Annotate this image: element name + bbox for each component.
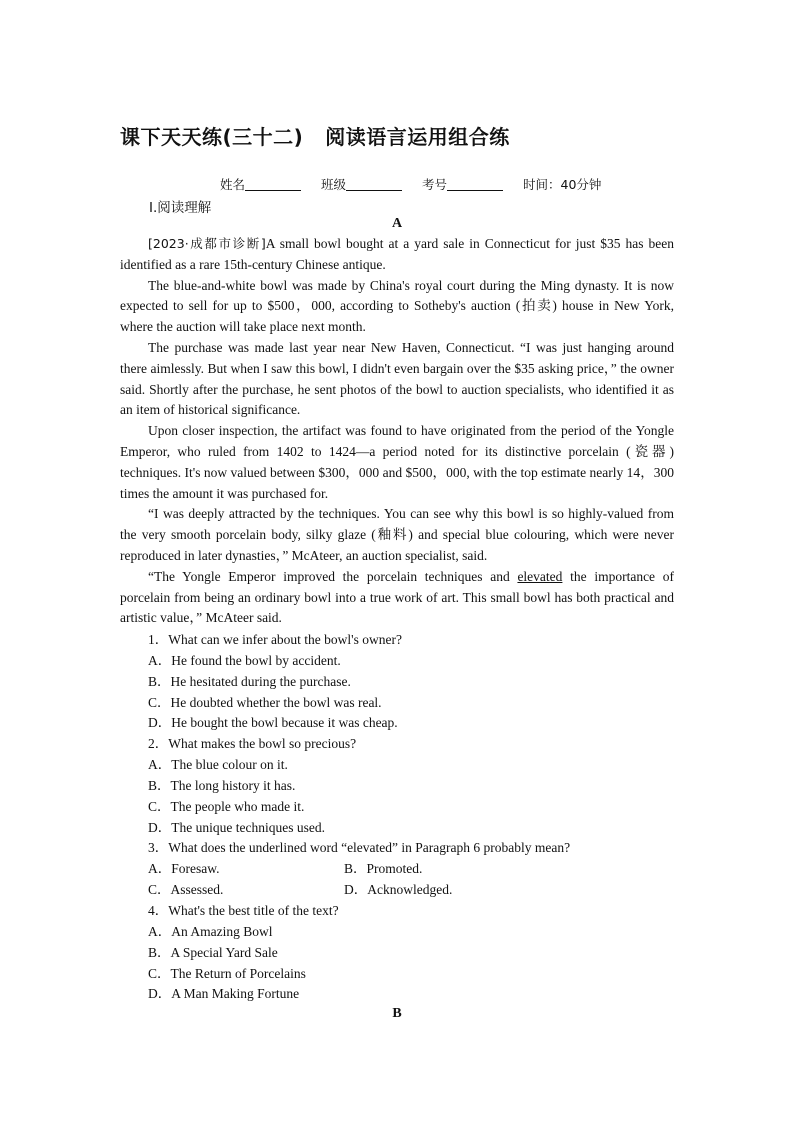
underlined-word: elevated: [517, 568, 563, 584]
option-row: [148, 880, 674, 901]
question-stem: 1．What can we infer about the bowl's owner?: [148, 632, 402, 647]
question-stem: 2．What makes the bowl so precious?: [148, 736, 357, 752]
name-label: 姓名: [220, 177, 246, 192]
title-topic: 阅读语言运用组合练: [325, 125, 510, 149]
option-d[interactable]: D．He bought the bowl because it was cheap.: [148, 715, 398, 731]
option-a[interactable]: A．He found the bowl by accident.: [148, 652, 341, 668]
option-d[interactable]: D．The unique techniques used.: [148, 819, 325, 835]
passage-source: [2023·成都市诊断]: [148, 236, 266, 251]
paragraph-3: The purchase was made last year near New Haven, Connecticut. “I was just hanging around there aimlessly. But when I saw this bowl, I didn't even bargain over the $35 asking price，” the owner said. Shortly after the purchase, he sent photos of the bowl to auction specialists, who identified it as an item of historical significance.: [120, 339, 674, 418]
option-c[interactable]: C．The Return of Porcelains: [148, 965, 306, 981]
paragraph-1: [2023·成都市诊断]A small bowl bought at a yard sale in Connecticut for just $35 has been identified as a rare 15th-century Chinese antique.: [120, 236, 674, 272]
time-label: 时间：40分钟: [523, 177, 602, 192]
option-c[interactable]: C．He doubted whether the bowl was real.: [148, 694, 382, 710]
paragraph-6: “The Yongle Emperor improved the porcelain techniques and elevated the importance of porcelain from being an ordinary bowl into a true work of art. This small bowl has both practical and artistic value，” McAteer said.: [120, 568, 675, 626]
option-b[interactable]: B．He hesitated during the purchase.: [148, 673, 351, 689]
passage-a-text: [120, 234, 674, 629]
student-info-line: [220, 175, 601, 193]
name-blank[interactable]: [245, 178, 301, 191]
option-a[interactable]: A．An Amazing Bowl: [148, 923, 273, 939]
paragraph-5: “I was deeply attracted by the techniques. You can see why this bowl is so highly-valued from the very smooth porcelain body, silky glaze (釉料) and special blue colouring, which were never reproduced in later dynasties，” McAteer, an auction specialist, said.: [120, 506, 674, 563]
paragraph-2: The blue-and-white bowl was made by China's royal court during the Ming dynasty. It is now expected to sell for up to $500，000, according to Sotheby's auction (拍卖) house in New York, where the auction will take place next month.: [120, 277, 674, 335]
class-blank[interactable]: [346, 178, 402, 191]
option-b[interactable]: B．A Special Yard Sale: [148, 944, 278, 960]
option-a[interactable]: A．The blue colour on it.: [148, 757, 288, 773]
passage-a-heading: A: [391, 216, 403, 231]
paragraph-4: Upon closer inspection, the artifact was found to have originated from the period of the Yongle Emperor, who ruled from 1402 to 1424—a period noted for its distinctive porcelain (瓷器) techniques. It's now valued between $300，000 and $500，000, with the top estimate nearly 14，300 times the amount it was purchased for.: [120, 423, 674, 501]
section-heading: Ⅰ.阅读理解: [149, 200, 212, 216]
passage-b-heading: B: [392, 1006, 402, 1021]
question-list: [148, 630, 674, 1005]
option-d[interactable]: D．Acknowledged.: [344, 882, 453, 898]
exam-number-blank[interactable]: [447, 178, 503, 191]
page-title: [120, 121, 510, 150]
class-label: 班级: [321, 177, 347, 192]
option-a[interactable]: A．Foresaw.: [148, 861, 220, 877]
question-stem: 4．What's the best title of the text?: [148, 902, 339, 918]
title-series: 课下天天练(三十二): [120, 125, 304, 149]
exam-number-label: 考号: [422, 177, 448, 192]
option-b[interactable]: B．Promoted.: [344, 861, 423, 877]
option-b[interactable]: B．The long history it has.: [148, 777, 296, 793]
option-c[interactable]: C．Assessed.: [148, 882, 224, 898]
option-c[interactable]: C．The people who made it.: [148, 798, 305, 814]
option-row: [148, 859, 674, 880]
option-d[interactable]: D．A Man Making Fortune: [148, 986, 300, 1002]
question-stem: 3．What does the underlined word “elevated” in Paragraph 6 probably mean?: [148, 840, 571, 856]
